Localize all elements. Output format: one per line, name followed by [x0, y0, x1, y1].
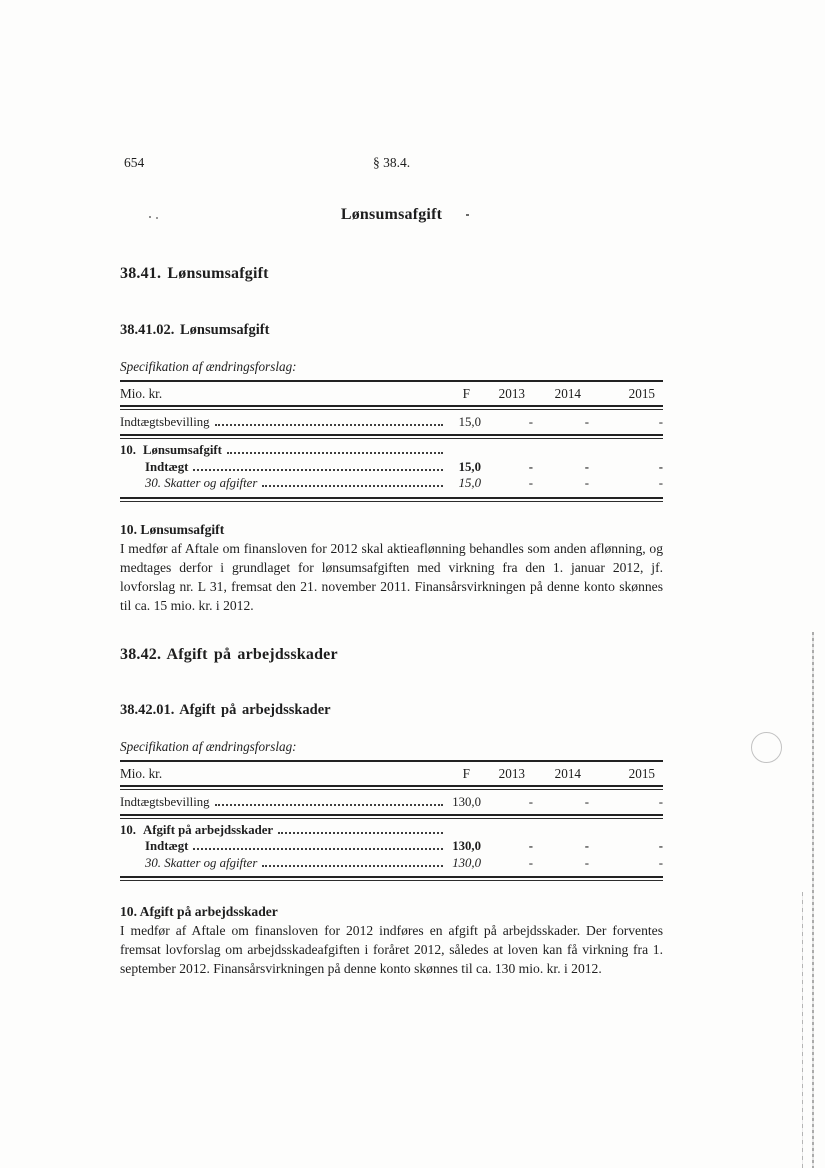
body-paragraph: I medfør af Aftale om finansloven for 2012 skal aktieaflønning behandles som anden aflønning, og medtages derfor i grundlaget for lønsumsafgiften med virkning fra den 1. januar 2012, jf. lovforslag nr. L 31, fremsat den 21. november 2011. Finansårsvirkningen på denne konto skønnes til ca. 15 mio. kr. i 2012. [120, 540, 663, 613]
cell-value: - [528, 794, 533, 809]
table-header-row [120, 382, 663, 405]
table-row [120, 856, 663, 873]
scan-artifact-edge-line [812, 632, 814, 1168]
row-label: Indtægt [145, 459, 189, 474]
spec-table-1 [120, 380, 663, 502]
cell-value: - [528, 855, 533, 870]
body-heading: 10. Afgift på arbejdsskader [120, 904, 278, 919]
table-row [120, 839, 663, 856]
column-header: Mio. kr. [120, 765, 163, 781]
row-label: 30. Skatter og afgifter [145, 476, 258, 490]
dot-leader [278, 832, 443, 834]
cell-value: - [528, 415, 533, 429]
cell-value: 15,0 [458, 415, 481, 429]
scan-artifact-circle [751, 732, 782, 763]
table-row [120, 410, 663, 434]
row-label: Indtægtsbevilling [120, 794, 210, 809]
body-heading: 10. Lønsumsafgift [120, 521, 225, 537]
dot-leader [262, 485, 443, 487]
dot-leader [262, 865, 443, 867]
cell-value: 130,0 [452, 794, 481, 809]
spec-table-2 [120, 760, 663, 882]
subsection-heading-384102: 38.41.02. Lønsumsafgift [120, 322, 270, 338]
table-row [120, 823, 663, 840]
column-header: 2015 [628, 386, 655, 401]
column-header: 2015 [628, 765, 655, 781]
table-border [120, 876, 663, 881]
cell-value: - [528, 459, 533, 474]
cell-value: - [584, 415, 589, 429]
cell-value: - [658, 839, 663, 853]
table-row [120, 790, 663, 814]
row-label: 10. [120, 443, 136, 457]
scan-artifact-edge-line [802, 892, 803, 1168]
column-header: 2014 [554, 765, 581, 781]
row-label: Lønsumsafgift [143, 443, 222, 457]
document-page [120, 155, 663, 978]
cell-value: 130,0 [452, 839, 481, 853]
cell-value: 15,0 [458, 459, 481, 474]
table-row [120, 476, 663, 493]
cell-value: 130,0 [452, 855, 481, 870]
dot-leader [193, 848, 443, 850]
dot-leader [215, 424, 443, 426]
body-block-2 [120, 902, 663, 978]
cell-value: - [658, 459, 663, 474]
table-group [120, 819, 663, 877]
page-number: 654 [124, 155, 145, 170]
cell-value: - [584, 794, 589, 809]
row-label: 30. Skatter og afgifter [145, 855, 258, 870]
column-header: 2013 [498, 386, 525, 401]
row-label: Afgift på arbejdsskader [143, 822, 274, 837]
column-header: 2014 [554, 386, 581, 401]
column-header: F [462, 386, 470, 401]
table-border [120, 497, 663, 502]
table-group [120, 439, 663, 497]
row-label: Indtægt [145, 839, 189, 853]
cell-value: - [658, 476, 663, 490]
cell-value: - [658, 415, 663, 429]
spec-label: Specifikation af ændringsforslag: [120, 359, 297, 374]
cell-value: - [658, 794, 663, 809]
row-label: Indtægtsbevilling [120, 415, 210, 429]
dot-leader [227, 452, 443, 454]
scan-speck [156, 217, 158, 219]
cell-value: - [584, 855, 589, 870]
cell-value: - [584, 839, 589, 853]
table-row [120, 443, 663, 460]
cell-value: - [584, 476, 589, 490]
dot-leader [193, 469, 443, 471]
page-header [120, 155, 663, 173]
cell-value: - [528, 476, 533, 490]
scan-speck [466, 214, 469, 216]
table-header-row [120, 762, 663, 785]
spec-label: Specifikation af ændringsforslag: [120, 738, 297, 754]
scan-speck [149, 216, 151, 218]
dot-leader [215, 804, 443, 806]
cell-value: - [528, 839, 533, 853]
section-heading-3841: 38.41. Lønsumsafgift [120, 265, 269, 282]
page-title: Lønsumsafgift [340, 206, 443, 223]
cell-value: - [658, 855, 663, 870]
section-heading-3842: 38.42. Afgift på arbejdsskader [120, 645, 338, 663]
column-header: Mio. kr. [120, 386, 163, 401]
cell-value: - [584, 459, 589, 474]
cell-value: 15,0 [458, 476, 481, 490]
body-paragraph: I medfør af Aftale om finansloven for 2012 indføres en afgift på arbejdsskader. Der forventes fremsat lovforslag om arbejdsskadeafgiften i foråret 2012, således at loven kan få virkning fra 1. september 2012. Finansårsvirkningen på denne konto skønnes til ca. 130 mio. kr. i 2012. [120, 923, 663, 976]
paragraph-reference: § 38.4. [372, 155, 411, 170]
column-header: 2013 [498, 765, 525, 781]
table-row [120, 460, 663, 477]
body-block-1 [120, 520, 663, 615]
subsection-heading-384201: 38.42.01. Afgift på arbejdsskader [120, 701, 331, 718]
row-label: 10. [120, 822, 136, 837]
column-header: F [462, 765, 470, 781]
